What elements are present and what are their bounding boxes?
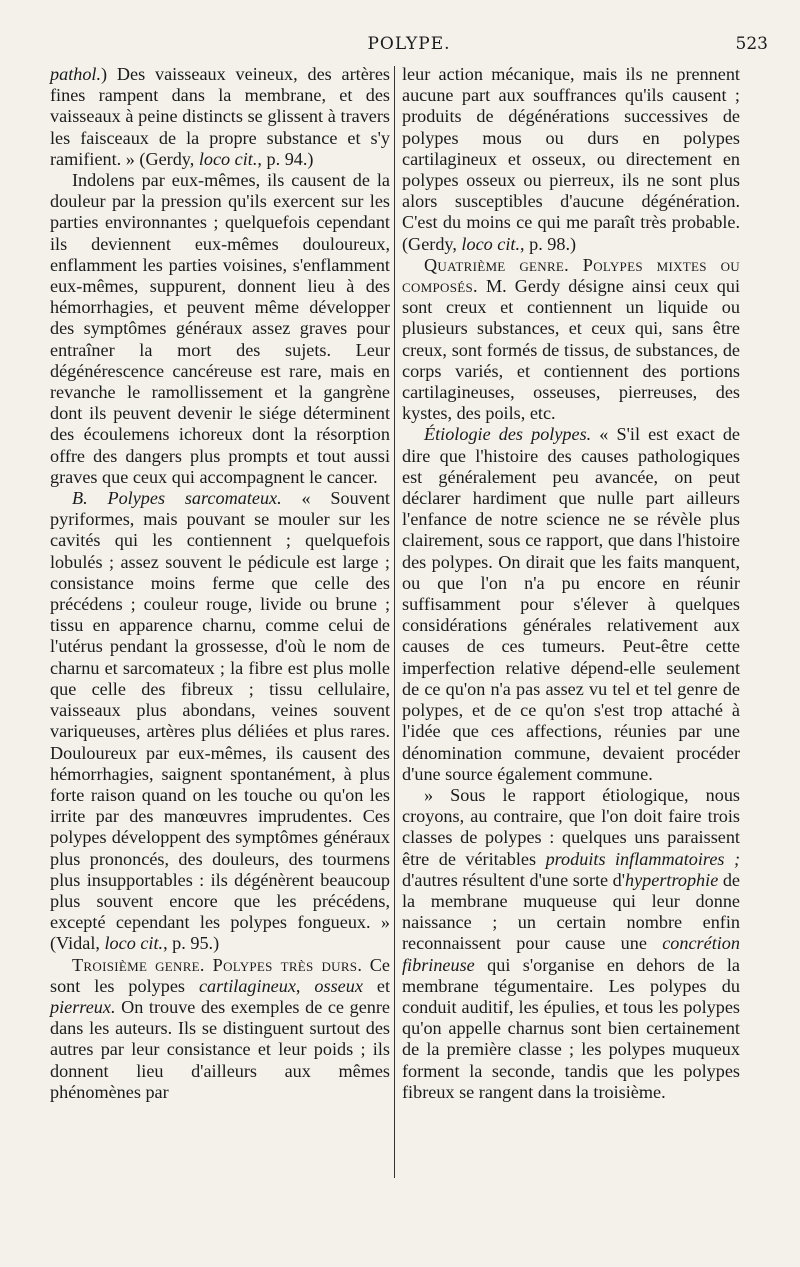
text: On trouve des exemples de ce genre dans les auteurs. Ils se distinguent surtout des autres par leur consistance et leur poids ; ils donnent lieu d'ailleurs aux mêmes phénomènes par (50, 996, 390, 1102)
citation: loco cit. (198, 148, 258, 169)
text: leur action mécanique, mais ils ne prennent aucune part aux souffrances qu'ils causent ; produits de dégénérations successives de polypes mous ou durs en polypes cartilagineux et osseux, ou directement en polypes osseux ou pierreux, ils ne sont plus alors susceptibles d'aucune dégénération. C'est du moins ce qui me paraît très probable. (Gerdy, (402, 64, 740, 254)
running-title: POLYPE. (367, 34, 451, 54)
section-heading: Troisième genre. Polypes très durs. (72, 954, 363, 975)
paragraph-rapport-etiologique (402, 785, 740, 1103)
text: Ce sont les polypes (50, 954, 390, 996)
text: « S'il est exact de dire que l'histoire des causes pathologiques est généralement peu avancée, on peut déclarer hardiment que nulle part ailleurs l'enfance de notre science ne se révèle plus clairement, sous ce rapport, que dans l'histoire des polypes. On dirait que les faits manquent, ou que l'on n'a pu encore en réunir suffisamment pour s'élever à quelques considérations générales relativement aux causes de ces tumeurs. Peut-être cette imperfection relative dépend-elle seulement de ce qu'on n'a pas assez vu tel et tel genre de polypes, et de ce qu'on s'est trop attaché à l'idée que ces affections, réunies par une dénomination commune, devaient procéder d'une source également commune. (402, 424, 741, 784)
text: « Souvent pyriformes, mais pouvant se mouler sur les cavités qui les contiennent ; quelquefois lobulés ; assez souvent le pédicule est large ; consistance moins ferme que celle des précédens ; couleur rouge, livide ou brune ; tissu en apparence charnu, comme celui de l'utérus pendant la grossesse, d'où le nom de charnu et sarcomateux ; la fibre est plus molle que celle des fibreux ; tissu cellulaire, vaisseaux plus abondans, veines souvent variqueuses, artères plus déliées et plus rares. Douloureux par eux-mêmes, ils causent des hémorrhagies, saignent spontanément, à plus forte raison quand on les touche ou qu'on les irrite par des manœuvres imprudentes. Ces polypes développent des symptômes généraux plus prononcés, des douleurs, des tourmens plus insupportables : ils dégénèrent beaucoup plus souvent encore que les précédens, excepté cependant les polypes fongueux. » (Vidal, (50, 488, 390, 954)
paragraph-etiologie (402, 424, 740, 784)
page-number: 523 (735, 34, 768, 54)
emphasis: osseux (314, 975, 363, 996)
text: , p. 98.) (520, 233, 577, 254)
right-column (402, 64, 740, 1103)
page-header (48, 34, 770, 60)
emphasis: cartilagineux (198, 975, 296, 996)
text: et (362, 975, 390, 996)
emphasis: concrétion fibrineuse (402, 933, 740, 975)
paragraph-vessels (50, 64, 390, 170)
emphasis: hypertrophie (625, 869, 719, 890)
text: , p. 95.) (163, 933, 220, 954)
section-heading: Étiologie des polypes. (424, 424, 592, 445)
emphasis: produits inflammatoires ; (545, 848, 740, 869)
section-heading: Quatrième genre. Polypes mixtes ou composés. (402, 254, 740, 297)
paragraph-indolens: Indolens par eux-mêmes, ils causent de la douleur par la pression qu'ils exercent sur les parties environnantes ; quelquefois cependant ils deviennent eux-mêmes douloureux, enflamment les parties voisines, s'enflamment eux-mêmes, suppurent, donnent lieu à des hémorrhagies, et peuvent même développer des symptômes généraux assez graves pour entraîner la mort des sujets. Leur dégénérescence cancéreuse est rare, mais en revanche le ramollissement et la gangrène dont ils peuvent devenir le siége déterminent des écoulemens ichoreux dont la résorption offre des dangers plus prompts et tout aussi graves que ceux qui accompagnent le cancer. (50, 170, 390, 487)
paragraph-continued (402, 64, 740, 255)
text: M. Gerdy désigne ainsi ceux qui sont creux et contiennent un liquide ou plusieurs substances, et ceux qui, sans être creux, sont formés de tissus, de substances, de corps variés, et contiennent des portions cartilagineuses, osseuses, pierreuses, des kystes, des poils, etc. (402, 276, 740, 424)
emphasis: pathol. (50, 64, 102, 84)
text: » Sous le rapport étiologique, nous croyons, au contraire, que l'on doit faire trois classes de polypes : quelques uns paraissent être de véritables (402, 784, 740, 869)
section-heading: B. Polypes sarcomateux. (72, 488, 282, 509)
text-columns (50, 64, 790, 1194)
column-divider (394, 66, 395, 1178)
citation: loco cit. (461, 233, 521, 254)
text: , p. 94.) (257, 148, 314, 169)
emphasis: pierreux. (50, 996, 116, 1017)
text: d'autres résultent d'une sorte d' (402, 869, 625, 890)
text: de la membrane muqueuse qui leur donne naissance ; un certain nombre enfin reconnaissent pour cause une (402, 869, 741, 954)
paragraph-quatrieme-genre (402, 255, 740, 425)
citation: loco cit. (104, 933, 164, 954)
text: ) Des vaisseaux veineux, des artères fines rampent dans la membrane, et des vaisseaux à peine distincts se glissent à travers les faisceaux de la propre substance et s'y ramifient. » (Gerdy, (50, 64, 390, 169)
paragraph-troisieme-genre (50, 955, 390, 1103)
text: qui s'organise en dehors de la membrane tégumentaire. Les polypes du conduit auditif, les épulies, et tous les polypes qu'on appelle charnus sont bien certainement de la première classe ; les polypes muqueux forment la seconde, tandis que les polypes fibreux se rangent dans la troisième. (402, 954, 740, 1102)
text: , (295, 975, 315, 996)
paragraph-sarcomateux (50, 488, 390, 954)
left-column (50, 64, 390, 1103)
